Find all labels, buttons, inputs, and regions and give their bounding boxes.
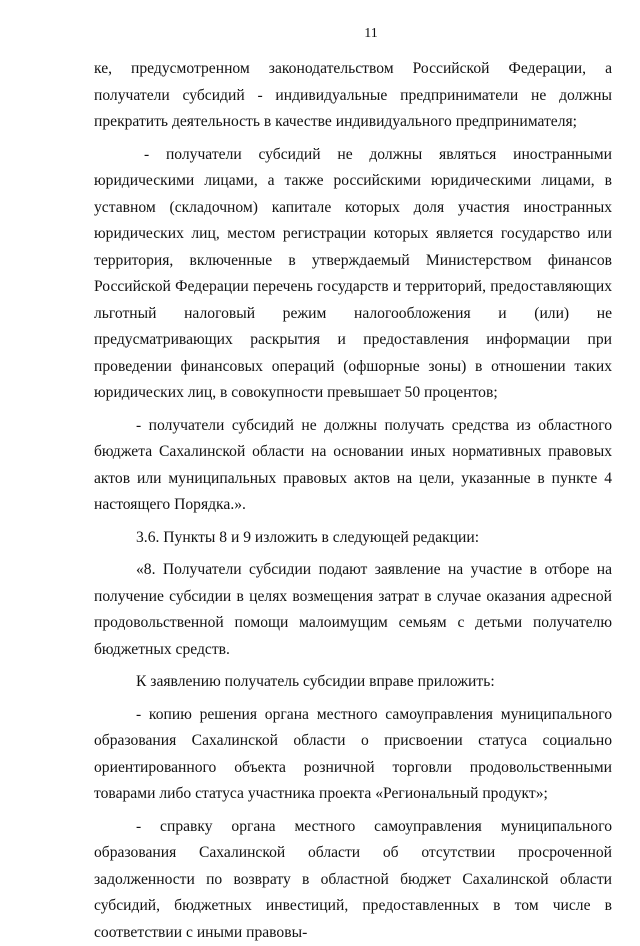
paragraph-attachments-intro: К заявлению получатель субсидии вправе приложить: [94, 669, 612, 696]
paragraph-attachment-debt-certificate: - справку органа местного самоуправления муниципального образования Сахалинской области об отсутствии просроченной задолженности по возврату в областной бюджет Сахалинской области субсидий, бюджетных инвестиций, предоставленных в том числе в соответствии с иными правовы- [94, 814, 612, 946]
paragraph-regional-budget: - получатели субсидий не должны получать средства из областного бюджета Сахалинской области на основании иных нормативных правовых актов или муниципальных правовых актов на цели, указанные в пункте 4 настоящего Порядка.». [94, 413, 612, 519]
paragraph-item-8: «8. Получатели субсидии подают заявление на участие в отборе на получение субсидии в целях возмещения затрат в случае оказания адресной продовольственной помощи малоимущим семьям с детьми получателю бюджетных средств. [94, 557, 612, 663]
paragraph-section-3-6: 3.6. Пункты 8 и 9 изложить в следующей редакции: [94, 525, 612, 552]
paragraph-foreign-entities: - получатели субсидий не должны являться иностранными юридическими лицами, а также российскими юридическими лицами, в уставном (складочном) капитале которых доля участия иностранных юридических лиц, местом регистрации которых является государство или территория, включенные в утверждаемый Министерством финансов Российской Федерации перечень государств и территорий, предоставляющих льготный налоговый режим налогообложения и (или) не предусматривающих раскрытия и предоставления информации при проведении финансовых операций (офшорные зоны) в отношении таких юридических лиц, в совокупности превышает 50 процентов; [94, 142, 612, 407]
page-number: 11 [94, 26, 612, 42]
paragraph-attachment-decision-copy: - копию решения органа местного самоуправления муниципального образования Сахалинской области о присвоении статуса социально ориентированного объекта розничной торговли продовольственными товарами либо статуса участника проекта «Региональный продукт»; [94, 702, 612, 808]
paragraph-continuation: ке, предусмотренном законодательством Российской Федерации, а получатели субсидий - индивидуальные предприниматели не должны прекратить деятельность в качестве индивидуального предпринимателя; [94, 56, 612, 136]
